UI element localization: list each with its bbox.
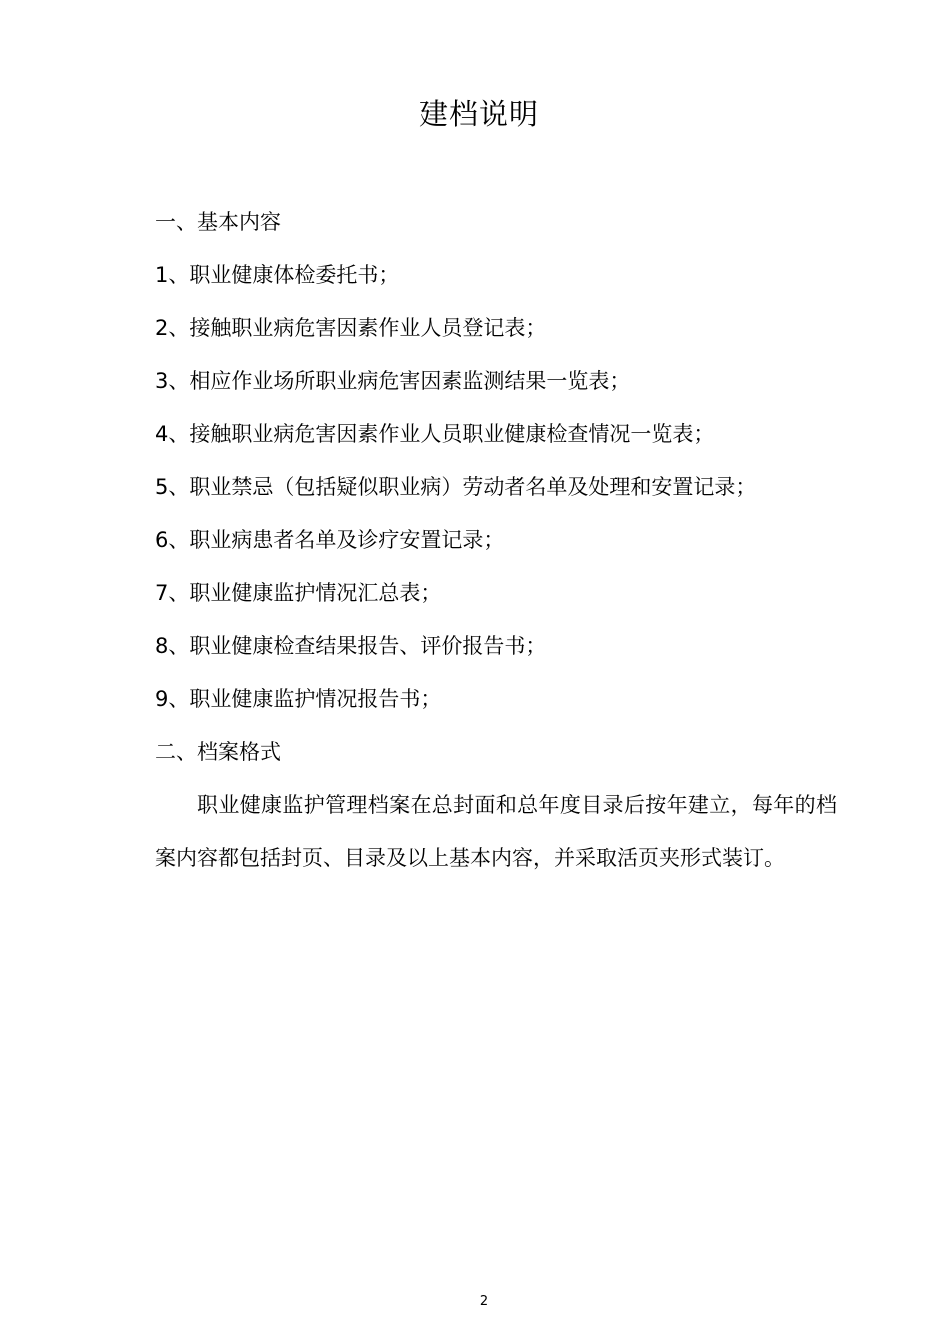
- content-item-5: 5、职业禁忌（包括疑似职业病）劳动者名单及处理和安置记录；: [155, 475, 757, 499]
- content-item-2: 2、接触职业病危害因素作业人员登记表；: [155, 316, 547, 340]
- content-item-6: 6、职业病患者名单及诊疗安置记录；: [155, 528, 505, 552]
- content-item-9: 9、职业健康监护情况报告书；: [155, 687, 442, 711]
- page-title: 建档说明: [418, 97, 539, 131]
- content-item-4: 4、接触职业病危害因素作业人员职业健康检查情况一览表；: [155, 422, 715, 446]
- content-item-3: 3、相应作业场所职业病危害因素监测结果一览表；: [155, 369, 631, 393]
- content-item-1: 1、职业健康体检委托书；: [155, 263, 400, 287]
- content-item-7: 7、职业健康监护情况汇总表；: [155, 581, 442, 605]
- archive-format-paragraph: 职业健康监护管理档案在总封面和总年度目录后按年建立，每年的档案内容都包括封页、目录及以上基本内容，并采取活页夹形式装订。: [155, 793, 837, 870]
- document-content: [155, 196, 845, 885]
- section-heading-basic-content: 一、基本内容: [155, 210, 281, 234]
- page-number: 2: [479, 1294, 489, 1309]
- content-item-8: 8、职业健康检查结果报告、评价报告书；: [155, 634, 547, 658]
- section-heading-archive-format: 二、档案格式: [155, 740, 281, 764]
